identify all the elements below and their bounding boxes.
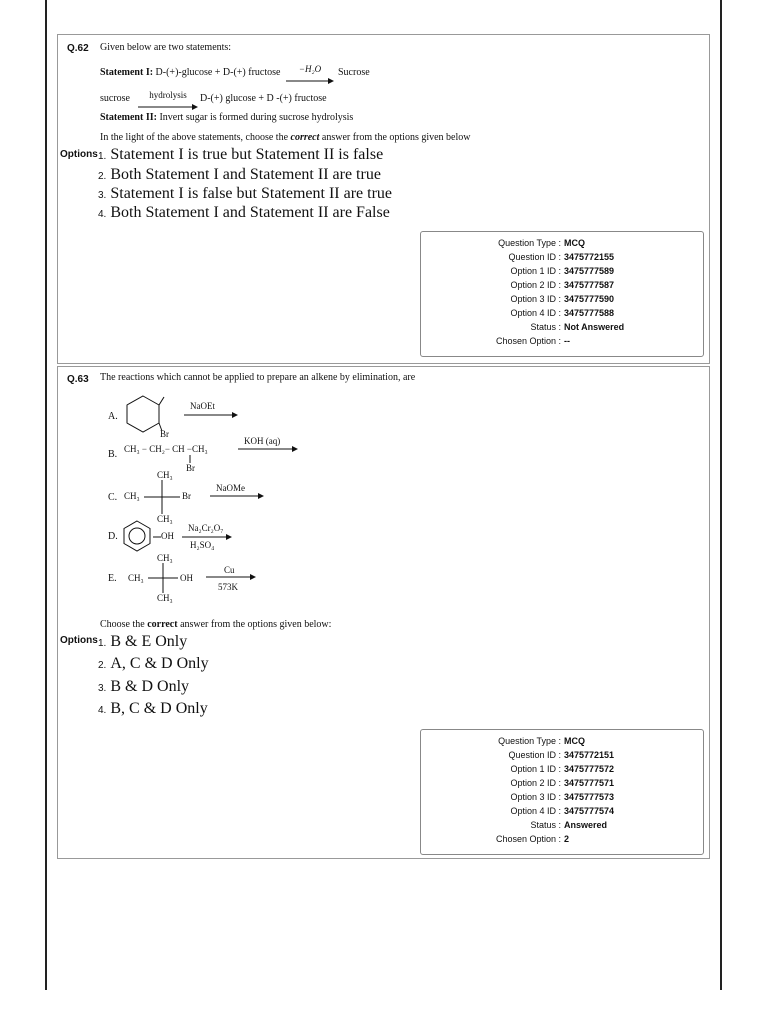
question-info-box (420, 231, 704, 357)
reaction-e-top: CH₃ (157, 553, 173, 563)
reaction-b-formula: CH₃ − CH₂− CH −CH₃ (124, 444, 208, 454)
option-number: 2. (98, 660, 107, 671)
options-label: Options (60, 635, 98, 646)
option-number: 1. (98, 151, 107, 162)
option-text: B & E Only (110, 633, 188, 650)
statement-1-arrow (286, 59, 334, 85)
option-number: 2. (98, 171, 107, 182)
reaction-e-left: CH₃ (128, 573, 144, 583)
reaction-arrow-icon (238, 445, 298, 453)
option-text: B & D Only (110, 678, 190, 695)
statement-1b-arrow (138, 85, 198, 111)
instruction (100, 619, 331, 630)
instruction-pre: In the light of the above statements, choose the (100, 132, 289, 143)
option-2[interactable] (98, 655, 209, 673)
bond-line-icon (153, 535, 161, 539)
instruction-pre: Choose the (100, 619, 145, 630)
option-3[interactable] (98, 678, 189, 696)
option-1[interactable] (98, 633, 187, 651)
reaction-c-top: CH₃ (157, 470, 173, 480)
option-text: Both Statement I and Statement II are true (110, 166, 381, 183)
option-text: B, C & D Only (110, 700, 208, 717)
info-option-1-id: Option 1 ID : 3475777572 (510, 764, 615, 774)
option-2[interactable] (98, 166, 381, 184)
options-label: Options (60, 149, 98, 160)
statement-2-text: Invert sugar is formed during sucrose hydrolysis (159, 112, 354, 123)
statement-1-rhs: Sucrose (338, 67, 370, 78)
info-option-1-id: Option 1 ID : 3475777589 (510, 266, 615, 276)
option-3[interactable] (98, 185, 392, 203)
question-number: Q.62 (67, 43, 89, 54)
info-option-3-id: Option 3 ID : 3475777590 (510, 294, 615, 304)
instruction-emphasis: correct (290, 132, 320, 143)
reaction-e-label: E. (108, 573, 117, 584)
question-number: Q.63 (67, 374, 89, 385)
page-border-left (45, 0, 47, 990)
info-option-2-id: Option 2 ID : 3475777587 (510, 280, 615, 290)
info-chosen-option: Chosen Option : 2 (495, 834, 570, 844)
info-option-2-id: Option 2 ID : 3475777571 (510, 778, 615, 788)
option-text: Both Statement I and Statement II are False (110, 204, 390, 221)
question-intro: Given below are two statements: (100, 42, 232, 53)
option-text: Statement I is true but Statement II is false (110, 146, 384, 163)
reaction-a-reagent: NaOEt (190, 401, 215, 411)
statement-1b-arrow-label: hydrolysis (149, 90, 187, 100)
reaction-a-label: A. (108, 411, 118, 422)
reaction-d-reagent-top: Na₂Cr₂O₇ (188, 523, 224, 533)
carbon-cross-icon (144, 480, 180, 514)
reaction-arrow-icon (206, 573, 256, 581)
option-number: 4. (98, 705, 107, 716)
reaction-c-reagent: NaOMe (216, 483, 245, 493)
carbon-cross-icon (148, 563, 178, 593)
reaction-d-group: OH (161, 531, 174, 541)
info-question-id: Question ID : 3475772155 (508, 252, 615, 262)
question-62-panel (57, 34, 710, 364)
reaction-e-reagent-top: Cu (224, 565, 235, 575)
option-number: 3. (98, 683, 107, 694)
instruction-emphasis: correct (147, 619, 178, 630)
statement-2-label: Statement II: (100, 112, 157, 123)
statement-1-lhs: D-(+)-glucose + D-(+) fructose (155, 67, 281, 78)
reaction-e-right: OH (180, 573, 193, 583)
info-question-id: Question ID : 3475772151 (508, 750, 615, 760)
option-text: A, C & D Only (110, 655, 209, 672)
reaction-c-right: Br (182, 491, 191, 501)
reaction-arrow-icon (286, 77, 334, 85)
statement-1-arrow-label: −H₂O (298, 64, 322, 74)
statement-1b-rhs: D-(+) glucose + D -(+) fructose (200, 93, 327, 104)
option-1[interactable] (98, 146, 383, 164)
statement-1b-lhs: sucrose (100, 93, 130, 104)
instruction-post: answer from the options given below (321, 132, 471, 143)
instruction (100, 132, 471, 143)
question-intro: The reactions which cannot be applied to prepare an alkene by elimination, are (100, 372, 416, 383)
reaction-a-substituent: Br (160, 429, 169, 439)
option-number: 4. (98, 209, 107, 220)
question-63-panel (57, 366, 710, 859)
reaction-e-bottom: CH₃ (157, 593, 173, 603)
option-4[interactable] (98, 204, 390, 222)
info-option-3-id: Option 3 ID : 3475777573 (510, 792, 615, 802)
option-4[interactable] (98, 700, 208, 718)
instruction-post: answer from the options given below: (180, 619, 332, 630)
reaction-c-bottom: CH₃ (157, 514, 173, 524)
benzene-ring-icon (120, 519, 154, 553)
option-number: 1. (98, 638, 107, 649)
info-question-type: Question Type : MCQ (498, 736, 585, 746)
reaction-arrow-icon (184, 411, 238, 419)
reaction-b-substituent: Br (186, 463, 195, 473)
reaction-c-left: CH₃ (124, 491, 140, 501)
reaction-e-reagent-bottom: 573K (218, 582, 238, 592)
reaction-d-reagent-bottom: H₂SO₄ (190, 540, 215, 550)
reaction-b-label: B. (108, 449, 118, 460)
info-option-4-id: Option 4 ID : 3475777574 (510, 806, 615, 816)
option-text: Statement I is false but Statement II are true (110, 185, 393, 202)
reaction-c-label: C. (108, 492, 118, 503)
statement-2 (100, 112, 353, 123)
page-border-right (720, 0, 722, 990)
info-question-type: Question Type : MCQ (498, 238, 585, 248)
statement-1 (100, 67, 280, 78)
question-info-box (420, 729, 704, 855)
bond-line-icon (188, 455, 192, 463)
info-status: Status : Answered (530, 820, 608, 830)
option-number: 3. (98, 190, 107, 201)
reaction-arrow-icon (210, 492, 264, 500)
info-option-4-id: Option 4 ID : 3475777588 (510, 308, 615, 318)
statement-1-label: Statement I: (100, 67, 154, 78)
reaction-b-reagent: KOH (aq) (244, 436, 281, 446)
info-status: Status : Not Answered (530, 322, 625, 332)
info-chosen-option: Chosen Option : -- (495, 336, 570, 346)
reaction-arrow-icon (138, 103, 198, 111)
reaction-d-label: D. (108, 531, 118, 542)
